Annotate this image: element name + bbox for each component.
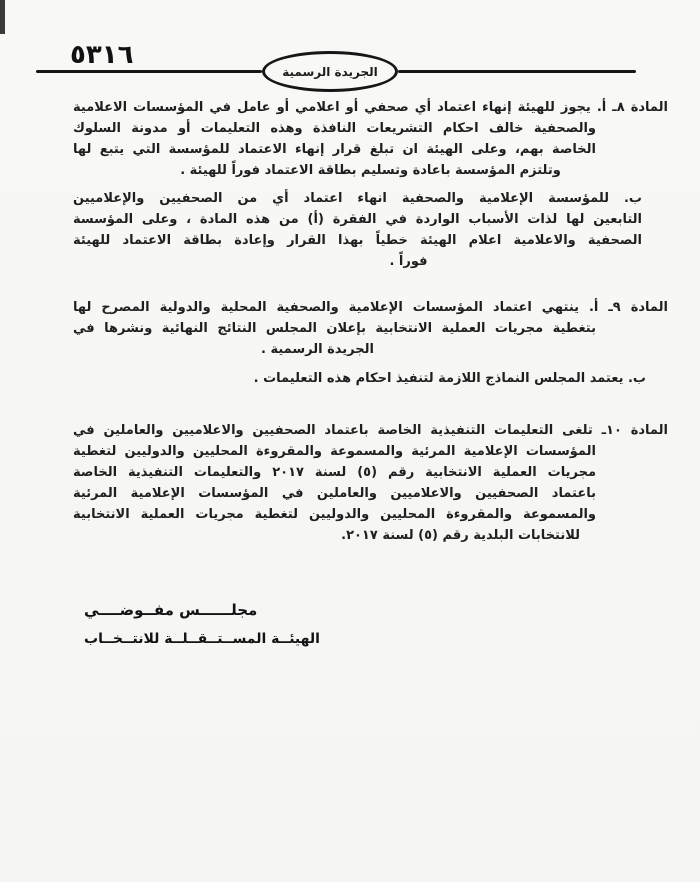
text-line: والمسموعة والمقروءة المحليين والدوليين لتغطية مجريات العملية الانتخابية — [73, 507, 596, 522]
text-line: والصحفية خالف احكام التشريعات النافذة وهذه التعليمات أو مدونة السلوك — [73, 121, 596, 136]
signature-block — [84, 601, 320, 647]
text-line: بتغطية مجريات العملية الانتخابية بإعلان المجلس النتائج النهائية ونشرها في — [73, 321, 596, 336]
article-9-clause-a — [73, 297, 668, 360]
page-number: ٥٣١٦ — [70, 40, 134, 70]
article-8-clause-a — [73, 97, 668, 181]
text-line: المؤسسات الإعلامية المرئية والمسموعة والمقروءة المحليين والدوليين لتغطية — [73, 444, 596, 459]
header-rule-right — [398, 70, 636, 73]
article-9-clause-b — [73, 368, 668, 389]
text-line: المادة ٨ـ أ. يجوز للهيئة إنهاء اعتماد أي صحفي أو اعلامي أو عامل في المؤسسات الاعلامية — [73, 100, 668, 115]
article-8-clause-b — [73, 188, 668, 272]
text-line: التابعين لها لذات الأسباب الواردة في الفقرة (أ) من هذه المادة ، وعلى المؤسسة — [73, 212, 642, 227]
text-line: فوراً . — [389, 254, 428, 269]
scan-artifact — [0, 0, 5, 34]
gazette-title: الجريدة الرسمية — [282, 64, 378, 79]
text-line: المادة ١٠ـ تلغى التعليمات التنفيذية الخاصة باعتماد الصحفيين والاعلاميين والعاملين في — [73, 423, 668, 438]
text-line: وتلتزم المؤسسة باعادة وتسليم بطاقة الاعتماد فوراً للهيئة . — [180, 163, 561, 178]
header-rule-left — [36, 70, 262, 73]
gazette-title-badge — [262, 51, 398, 92]
text-line: الصحفية والاعلامية اعلام الهيئة خطياً بهذا القرار وإعادة بطاقة الاعتماد للهيئة — [73, 233, 642, 248]
text-line: ب. يعتمد المجلس النماذج اللازمة لتنفيذ احكام هذه التعليمات . — [253, 371, 646, 386]
signature-line-2: الهيئــة المســتــقــلــة للانتــخــاب — [84, 631, 320, 647]
text-line: ب. للمؤسسة الإعلامية والصحفية انهاء اعتماد أي من الصحفيين والإعلاميين — [73, 191, 642, 206]
text-line: الجريدة الرسمية . — [261, 342, 374, 357]
text-line: باعتماد الصحفيين والاعلاميين والعاملين في المؤسسات الإعلامية المرئية — [73, 486, 596, 501]
signature-line-1: مجلــــــس مفــوضــــي — [84, 601, 258, 619]
text-line: للانتخابات البلدية رقم (٥) لسنة ٢٠١٧. — [341, 528, 580, 543]
text-line: الخاصة بهم، وعلى الهيئة ان تبلغ قرار إنهاء الاعتماد للمؤسسة التي يتبع لها — [73, 142, 596, 157]
article-10 — [73, 420, 668, 546]
text-line: المادة ٩ـ أ. ينتهي اعتماد المؤسسات الإعلامية والصحفية المحلية والدولية المصرح لها — [73, 300, 668, 315]
text-line: مجريات العملية الانتخابية رقم (٥) لسنة ٢٠١٧ والتعليمات التنفيذية الخاصة — [73, 465, 596, 480]
